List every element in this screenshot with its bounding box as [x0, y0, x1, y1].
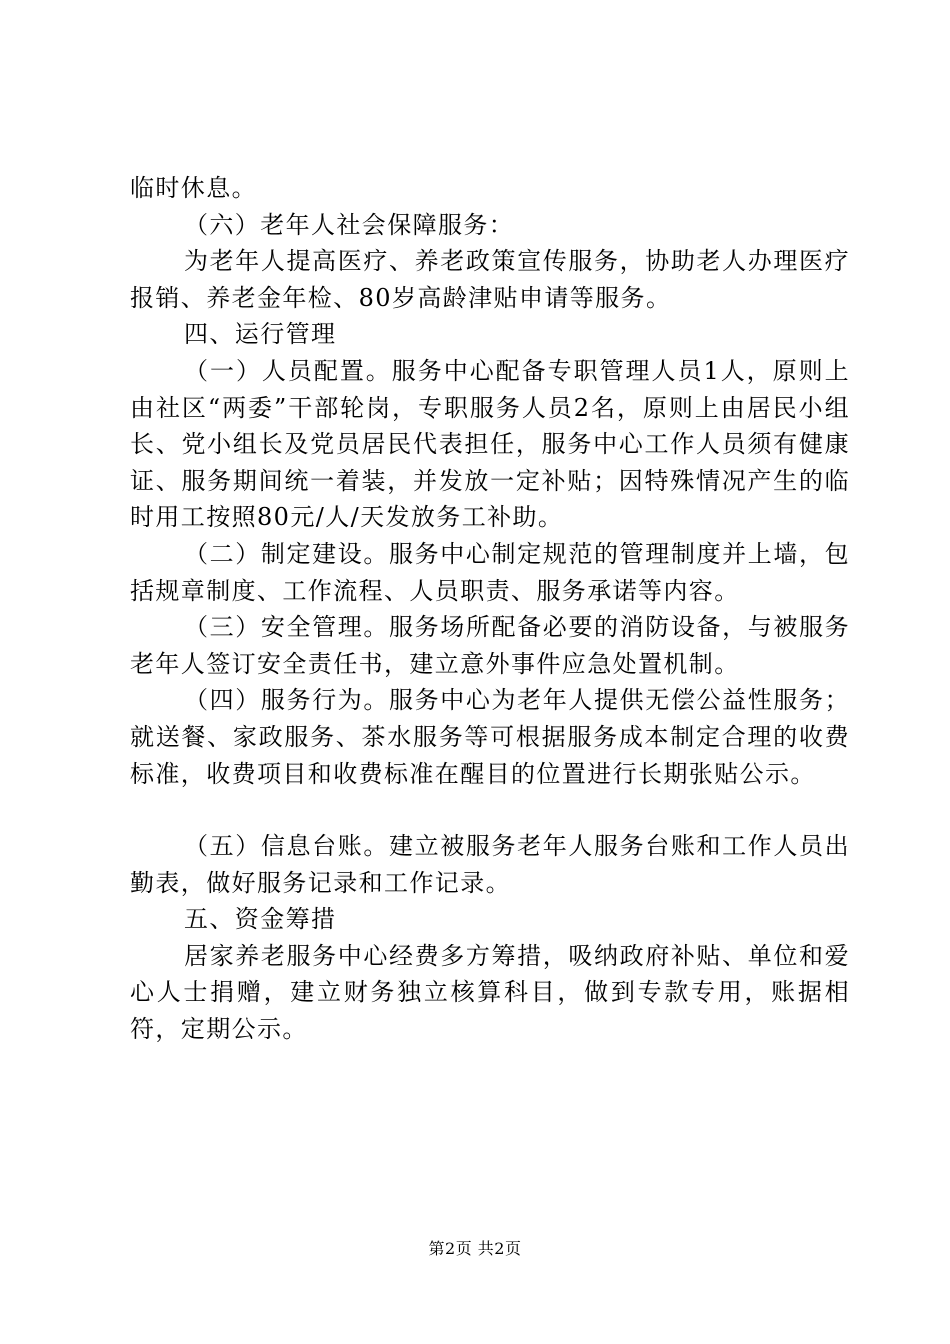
paragraph-system-building: （二）制定建设。服务中心制定规范的管理制度并上墙，包括规章制度、工作流程、人员职责、服务承诺等内容。: [130, 539, 850, 605]
paragraph-staffing: （一）人员配置。服务中心配备专职管理人员1人，原则上由社区“两委”干部轮岗，专职服务人员2名，原则上由居民小组长、党小组长及党员居民代表担任，服务中心工作人员须有健康证、服务期间统一着装，并发放一定补贴；因特殊情况产生的临时用工按照80元/人/天发放务工补助。: [130, 356, 850, 532]
section-heading-funding: 五、资金筹措: [184, 905, 337, 934]
section-heading-operation: 四、运行管理: [184, 320, 337, 349]
paragraph-safety-management: （三）安全管理。服务场所配备必要的消防设备，与被服务老年人签订安全责任书，建立意外事件应急处置机制。: [130, 613, 850, 678]
paragraph-funding: 居家养老服务中心经费多方筹措，吸纳政府补贴、单位和爱心人士捐赠，建立财务独立核算科目，做到专款专用，账据相符，定期公示。: [130, 941, 850, 1044]
paragraph-continuation: 临时休息。: [130, 174, 257, 202]
paragraph-service-conduct: （四）服务行为。服务中心为老年人提供无偿公益性服务；就送餐、家政服务、茶水服务等可根据服务成本制定合理的收费标准，收费项目和收费标准在醒目的位置进行长期张贴公示。: [130, 686, 850, 788]
paragraph-records-ledger: （五）信息台账。建立被服务老年人服务台账和工作人员出勤表，做好服务记录和工作记录。: [130, 832, 850, 897]
paragraph-social-security: 为老年人提高医疗、养老政策宣传服务，协助老人办理医疗报销、养老金年检、80岁高龄津贴申请等服务。: [130, 247, 850, 312]
subsection-heading-social-security: （六）老年人社会保障服务：: [184, 210, 515, 239]
document-body: [130, 170, 850, 1048]
page-number-footer: 第2页 共2页: [428, 1239, 522, 1258]
